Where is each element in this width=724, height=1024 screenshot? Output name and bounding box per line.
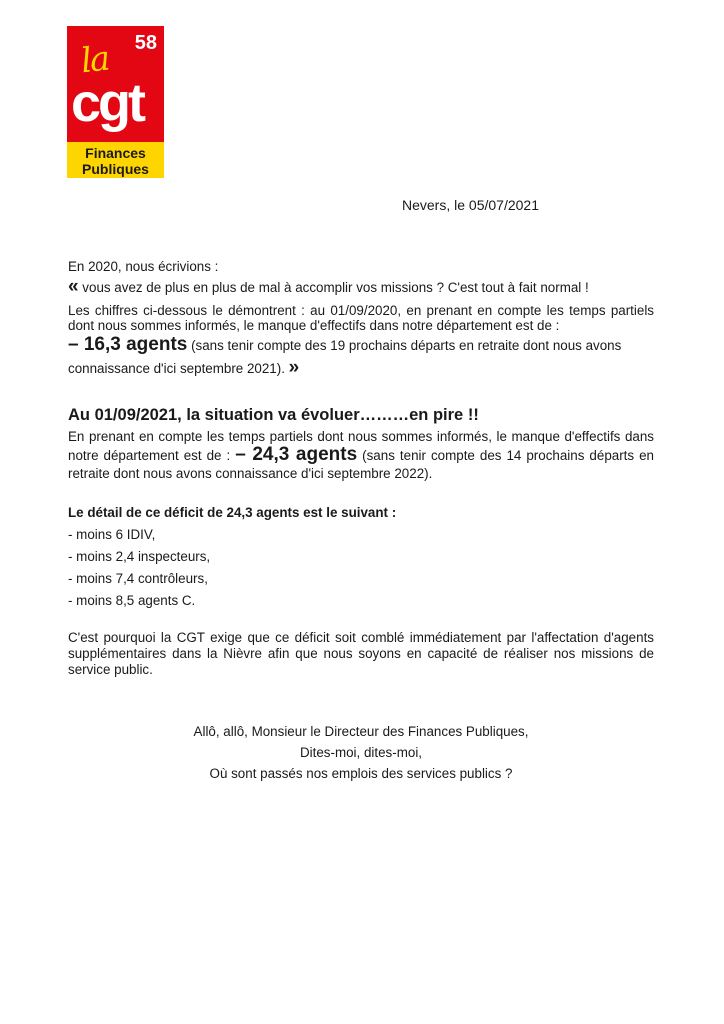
- closing-line: Où sont passés nos emplois des services publics ?: [209, 766, 513, 781]
- closing-line: Allô, allô, Monsieur le Directeur des Finances Publiques,: [193, 724, 529, 739]
- deficit-2021: – 24,3 agents: [235, 444, 358, 465]
- section2-rest: (sans tenir compte des 14 prochains départs en retraite dont nous avons connaissance d'ici septembre 2022).: [68, 448, 654, 481]
- logo-dept-number: 58: [134, 32, 157, 54]
- logo-la: la: [78, 38, 111, 82]
- detail-item: - moins 2,4 inspecteurs,: [68, 549, 211, 564]
- quote-end-line: [68, 357, 654, 380]
- detail-item: - moins 8,5 agents C.: [68, 593, 196, 608]
- logo-line-finances: Finances: [85, 145, 146, 161]
- detail-heading: Le détail de ce déficit de 24,3 agents est le suivant :: [68, 505, 397, 520]
- quote-open: «: [68, 276, 79, 297]
- detail-item: - moins 6 IDIV,: [68, 527, 156, 542]
- deficit-2020: – 16,3 agents: [68, 334, 188, 355]
- quote-line: [68, 276, 654, 297]
- quote-para-text: Les chiffres ci-dessous le démontrent : au 01/09/2020, en prenant en compte les temps partiels dont nous sommes informés, le manque d'effectifs dans notre département est de :: [68, 303, 654, 333]
- section2-text: En prenant en compte les temps partiels dont nous sommes informés, le manque d'effectifs dans notre département est de :: [68, 429, 654, 463]
- section-heading-2021: Au 01/09/2021, la situation va évoluer………en pire !!: [68, 406, 479, 424]
- quote-paragraph: [68, 303, 654, 380]
- quote-close: »: [288, 357, 300, 378]
- logo-line-publiques: Publiques: [82, 161, 149, 177]
- detail-item: - moins 7,4 contrôleurs,: [68, 571, 208, 586]
- logo-finances-publiques: [67, 142, 164, 178]
- document-date: Nevers, le 05/07/2021: [402, 197, 539, 213]
- closing-line: Dites-moi, dites-moi,: [299, 745, 423, 760]
- cgt-logo: [67, 26, 164, 178]
- quote-end: connaissance d'ici septembre 2021).: [68, 361, 289, 376]
- quote-first-line: vous avez de plus en plus de mal à accomplir vos missions ? C'est tout à fait normal !: [78, 280, 589, 295]
- section-paragraph-2021: [68, 428, 654, 483]
- intro-text: En 2020, nous écrivions :: [68, 259, 219, 274]
- logo-cgt: cgt: [71, 73, 143, 133]
- conclusion-paragraph: C'est pourquoi la CGT exige que ce déficit soit comblé immédiatement par l'affectation d'agents supplémentaires dans la Nièvre afin que nous soyons en capacité de réaliser nos missions de service public.: [68, 630, 654, 677]
- quote-rest: (sans tenir compte des 19 prochains départs en retraite dont nous avons: [187, 338, 622, 353]
